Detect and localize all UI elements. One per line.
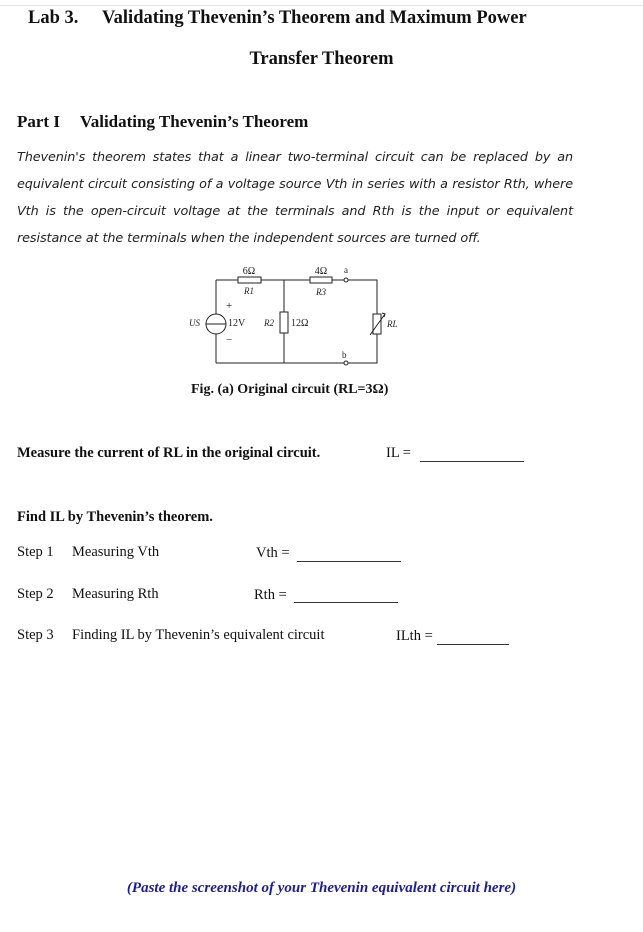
r3-label: R3: [316, 287, 326, 297]
resistor-r3: [310, 277, 332, 283]
part-title: Validating Thevenin’s Theorem: [80, 112, 309, 131]
part-heading: [17, 112, 308, 132]
intro-paragraph: [17, 144, 573, 252]
terminal-b-node: [344, 361, 348, 365]
resistor-r2: [280, 312, 288, 333]
step3-action: Finding IL by Thevenin’s equivalent circuit: [72, 627, 325, 643]
step2-action: Measuring Rth: [72, 586, 159, 602]
rl-label: RL: [387, 319, 398, 329]
part-number: Part I: [17, 112, 60, 131]
measure-question: Measure the current of RL in the original circuit.: [17, 445, 321, 461]
intro-line: resistance at the terminals when the independent sources are turned off.: [17, 231, 481, 246]
minus-sign: −: [226, 334, 233, 346]
terminal-a-label: a: [344, 265, 348, 275]
intro-line: equivalent circuit consisting of a voltage source Vth in series with a resistor Rth, where: [17, 177, 573, 192]
source-value: 12V: [228, 318, 246, 329]
lab-number: Lab 3.: [28, 8, 79, 28]
step2-number: Step 2: [17, 586, 54, 602]
rth-answer-line[interactable]: [294, 602, 398, 603]
resistor-rl: [370, 313, 385, 335]
lab-title-line2: Transfer Theorem: [249, 49, 394, 69]
r1-label: R1: [244, 286, 254, 296]
il-result-label: IL =: [386, 445, 411, 461]
find-heading: Find IL by Thevenin’s theorem.: [17, 509, 213, 525]
intro-line: Thevenin's theorem states that a linear two-terminal circuit can be replaced by an: [17, 150, 573, 165]
lab-title-text: Validating Thevenin’s Theorem and Maximum Power: [102, 8, 527, 28]
circuit-diagram: [180, 262, 400, 372]
figure-caption: Fig. (a) Original circuit (RL=3Ω): [191, 382, 389, 397]
page-top-rule: [0, 5, 643, 6]
r3-value: 4Ω: [314, 266, 328, 277]
ilth-result-label: ILth =: [396, 628, 433, 644]
step1-number: Step 1: [17, 544, 54, 560]
terminal-b-label: b: [342, 350, 347, 360]
lab-title-line1: [28, 8, 527, 29]
r1-value: 6Ω: [242, 266, 256, 277]
r2-value: 12Ω: [291, 318, 309, 329]
plus-sign: +: [226, 300, 233, 312]
il-answer-line[interactable]: [420, 461, 524, 462]
intro-line: Vth is the open-circuit voltage at the terminals and Rth is the input or equivalent: [17, 204, 573, 219]
step1-action: Measuring Vth: [72, 544, 160, 560]
step3-number: Step 3: [17, 627, 54, 643]
source-label: US: [189, 318, 200, 328]
r2-label: R2: [264, 318, 274, 328]
resistor-r1: [238, 277, 261, 283]
vth-result-label: Vth =: [256, 545, 290, 561]
paste-instruction: (Paste the screenshot of your Thevenin equivalent circuit here): [126, 880, 517, 896]
rth-result-label: Rth =: [254, 587, 287, 603]
ilth-answer-line[interactable]: [437, 644, 509, 645]
terminal-a-node: [344, 278, 348, 282]
vth-answer-line[interactable]: [297, 561, 401, 562]
